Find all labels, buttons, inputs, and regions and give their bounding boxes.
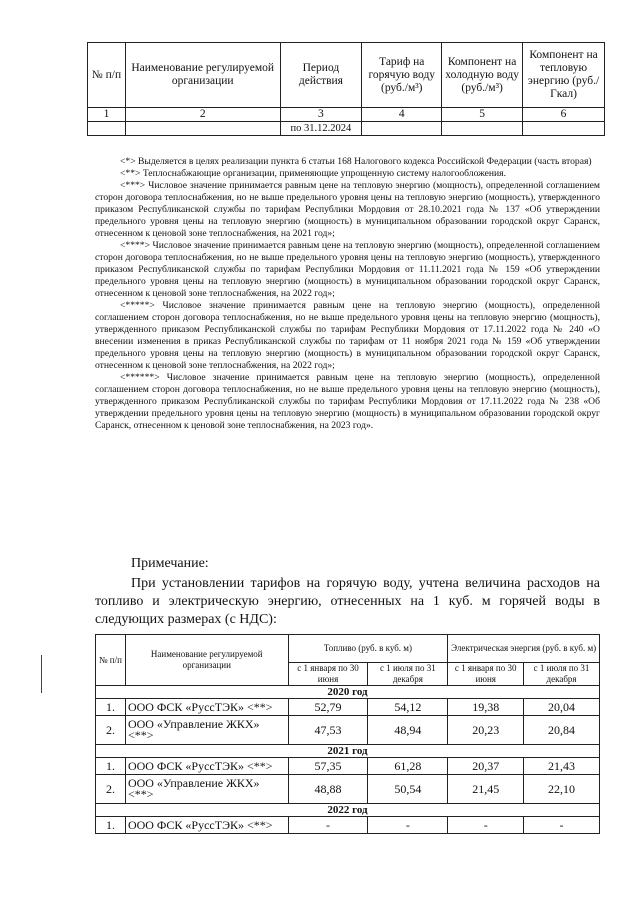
- row-electric-h1: -: [448, 817, 524, 834]
- table-row: [96, 775, 600, 804]
- row-electric-h1: 19,38: [448, 699, 524, 716]
- column-number: 3: [280, 108, 362, 122]
- row-fuel-h1: 48,88: [288, 775, 368, 804]
- row-electric-h2: 20,84: [524, 716, 600, 745]
- table-row: [96, 758, 600, 775]
- note-body: [95, 575, 600, 629]
- row-no: 1.: [96, 758, 126, 775]
- footnote: <******> Числовое значение принимается равным цене на тепловую энергию (мощность), определенной соглашением сторон договора теплоснабжения, но не выше предельного уровня цены на тепловую энергию (мощность), утвержденного приказом Республиканской службы по тарифам Республики Мордовия от 17.11.2022 года № 238 «Об утверждении предельного уровня цены на тепловую энергию (мощность) в муниципальном образовании городской округ Саранск, отнесенном к ценовой зоне теплоснабжения, на 2023 год».: [95, 372, 600, 431]
- row-electric-h2: -: [524, 817, 600, 834]
- costs-header-electric: Электрическая энергия (руб. в куб. м): [448, 635, 600, 663]
- row-electric-h1: 20,23: [448, 716, 524, 745]
- year-row: [96, 686, 600, 699]
- costs-header-fuel: Топливо (руб. в куб. м): [288, 635, 448, 663]
- column-number: 4: [362, 108, 442, 122]
- row-no: 2.: [96, 716, 126, 745]
- row-org: ООО ФСК «РуссТЭК» <**>: [125, 699, 288, 716]
- year-label: 2021 год: [96, 745, 600, 758]
- row-org: ООО «Управление ЖКХ» <**>: [125, 775, 288, 804]
- tariff-table: [87, 42, 605, 136]
- costs-header-no: № п/п: [96, 635, 126, 686]
- note-paragraph: При установлении тарифов на горячую воду, учтена величина расходов на топливо и электрическую энергию, отнесенных на 1 куб. м горячей воды в следующих размерах (с НДС):: [95, 576, 600, 627]
- row-no: 1.: [96, 817, 126, 834]
- footnote: <*****> Числовое значение принимается равным цене на тепловую энергию (мощность), определенной соглашением сторон договора теплоснабжения, но не выше предельного уровня цены на тепловую энергию (мощность), утвержденного приказом Республиканской службы по тарифам Республики Мордовия от 17.11.2022 года № 240 «О внесении изменения в приказ Республиканской службы по тарифам от 11 ноября 2021 года № 159 «Об утверждении предельного уровня цены на тепловую энергию (мощность) в муниципальном образовании городской округ Саранск, отнесенном к ценовой зоне теплоснабжения, на 2022 год»;: [95, 300, 600, 371]
- row-org: ООО ФСК «РуссТЭК» <**>: [125, 817, 288, 834]
- row-fuel-h2: -: [368, 817, 448, 834]
- column-number: 1: [88, 108, 126, 122]
- row-electric-h1: 21,45: [448, 775, 524, 804]
- row-fuel-h1: 47,53: [288, 716, 368, 745]
- footnote: <**> Теплоснабжающие организации, применяющие упрощенную систему налогообложения.: [120, 168, 506, 179]
- tariff-table-row: [88, 122, 605, 136]
- row-no: 2.: [96, 775, 126, 804]
- row-fuel-h1: 57,35: [288, 758, 368, 775]
- footnote: <*> Выделяется в целях реализации пункта 6 статьи 168 Налогового кодекса Российской Федерации (часть вторая): [120, 156, 592, 167]
- row-org: ООО ФСК «РуссТЭК» <**>: [125, 758, 288, 775]
- row-no: 1.: [96, 699, 126, 716]
- year-label: 2022 год: [96, 804, 600, 817]
- header-hot-water: Тариф на горячую воду (руб./м³): [362, 43, 442, 108]
- row-electric-h2: 20,04: [524, 699, 600, 716]
- costs-table: [95, 634, 600, 834]
- subheader-h2: с 1 июля по 31 декабря: [524, 662, 600, 685]
- row-electric-h2: 21,43: [524, 758, 600, 775]
- costs-header-row: [96, 635, 600, 663]
- header-org: Наименование регулируемой организации: [125, 43, 280, 108]
- year-label: 2020 год: [96, 686, 600, 699]
- row-fuel-h2: 61,28: [368, 758, 448, 775]
- header-cold: Компонент на холодную воду (руб./м³): [442, 43, 523, 108]
- subheader-h2: с 1 июля по 31 декабря: [368, 662, 448, 685]
- table-row: [96, 716, 600, 745]
- row-fuel-h1: 52,79: [288, 699, 368, 716]
- year-row: [96, 745, 600, 758]
- footnote: <****> Числовое значение принимается равным цене на тепловую энергию (мощность), определенной соглашением сторон договора теплоснабжения, но не выше предельного уровня цены на тепловую энергию (мощность), утвержденного приказом Республиканской службы по тарифам Республики Мордовия от 11.11.2021 года № 159 «Об утверждении предельного уровня цены на тепловую энергию (мощность) в муниципальном образовании городской округ Саранск, отнесенном к ценовой зоне теплоснабжения, на 2022 год»;: [95, 240, 600, 299]
- period-cell: по 31.12.2024: [280, 122, 362, 136]
- table-row: [96, 817, 600, 834]
- column-number: 2: [125, 108, 280, 122]
- row-fuel-h2: 54,12: [368, 699, 448, 716]
- costs-header-org: Наименование регулируемой организации: [125, 635, 288, 686]
- tariff-table-numbers: [88, 108, 605, 122]
- margin-mark: [41, 655, 42, 693]
- row-electric-h1: 20,37: [448, 758, 524, 775]
- note-heading: Примечание:: [131, 556, 209, 571]
- row-electric-h2: 22,10: [524, 775, 600, 804]
- table-row: [96, 699, 600, 716]
- row-org: ООО «Управление ЖКХ» <**>: [125, 716, 288, 745]
- column-number: 6: [523, 108, 605, 122]
- footnote: <***> Числовое значение принимается равным цене на тепловую энергию (мощность), определенной соглашением сторон договора теплоснабжения, но не выше предельного уровня цены на тепловую энергию (мощность), утвержденного приказом Республиканской службы по тарифам Республики Мордовия от 28.10.2021 года № 137 «Об утверждении предельного уровня цены на тепловую энергию (мощность) в муниципальном образовании городской округ Саранск, отнесенном к ценовой зоне теплоснабжения, на 2021 год»;: [95, 180, 600, 239]
- header-heat: Компонент на тепловую энергию (руб./Гкал): [523, 43, 605, 108]
- footnotes: [95, 156, 600, 432]
- row-fuel-h2: 48,94: [368, 716, 448, 745]
- subheader-h1: с 1 января по 30 июня: [448, 662, 524, 685]
- row-fuel-h1: -: [288, 817, 368, 834]
- row-fuel-h2: 50,54: [368, 775, 448, 804]
- tariff-table-header: [88, 43, 605, 108]
- column-number: 5: [442, 108, 523, 122]
- header-period: Период действия: [280, 43, 362, 108]
- header-no: № п/п: [88, 43, 126, 108]
- year-row: [96, 804, 600, 817]
- subheader-h1: с 1 января по 30 июня: [288, 662, 368, 685]
